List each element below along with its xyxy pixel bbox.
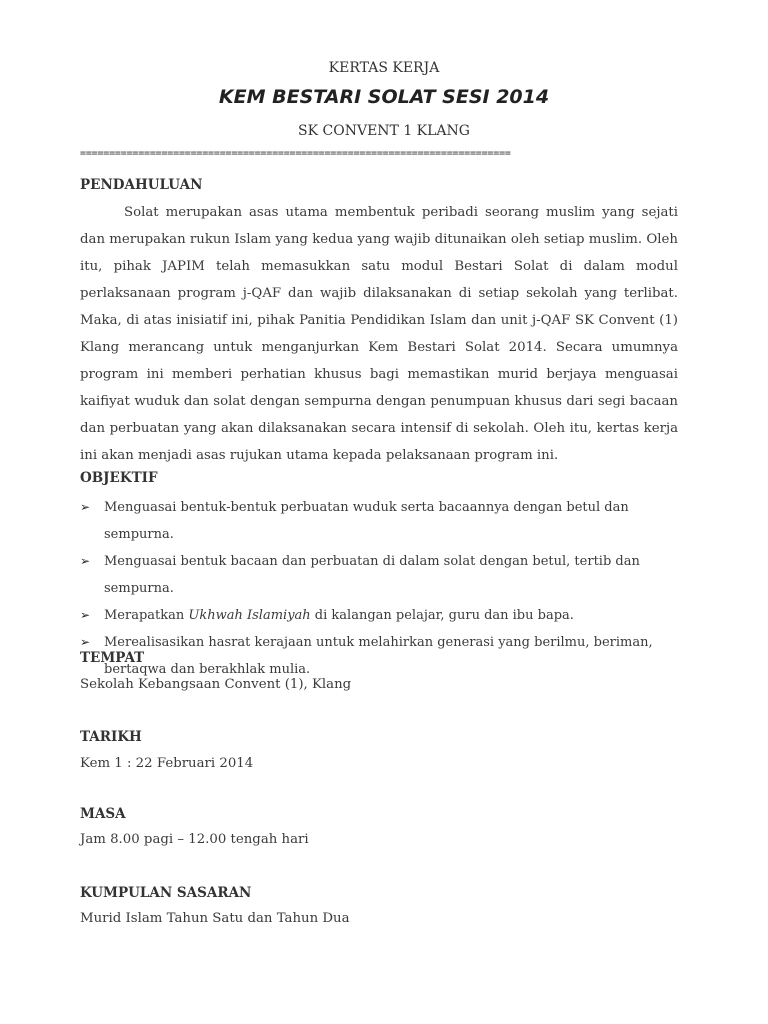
arrow-bullet-icon: ➢ (80, 500, 91, 514)
objektif-item-text: Menguasai bentuk bacaan dan perbuatan di dalam solat dengan betul, tertib dan sempurna. (104, 554, 640, 596)
separator-line: ========================================================================== (80, 148, 511, 159)
arrow-bullet-icon: ➢ (80, 608, 91, 622)
objektif-item-text-after: di kalangan pelajar, guru dan ibu bapa. (310, 608, 574, 623)
section-heading-tempat: TEMPAT (80, 650, 145, 666)
tempat-value: Sekolah Kebangsaan Convent (1), Klang (80, 677, 352, 692)
objektif-item-text-before: Merapatkan (104, 608, 189, 623)
document-title: KEM BESTARI SOLAT SESI 2014 (218, 86, 550, 108)
objektif-item-text: Menguasai bentuk-bentuk perbuatan wuduk serta bacaannya dengan betul dan sempurna. (104, 500, 629, 542)
arrow-bullet-icon: ➢ (80, 554, 91, 568)
objektif-item-italic: Ukhwah Islamiyah (188, 608, 311, 623)
kumpulan-sasaran-value: Murid Islam Tahun Satu dan Tahun Dua (80, 911, 350, 926)
school-name: SK CONVENT 1 KLANG (298, 123, 470, 139)
arrow-bullet-icon: ➢ (80, 635, 91, 649)
document-type: KERTAS KERJA (328, 60, 440, 76)
section-heading-masa: MASA (80, 806, 126, 822)
list-item (80, 602, 678, 629)
section-heading-kumpulan-sasaran: KUMPULAN SASARAN (80, 885, 252, 901)
pendahuluan-paragraph (80, 199, 678, 469)
objektif-item-text: Merealisasikan hasrat kerajaan untuk melahirkan generasi yang berilmu, beriman, bertaqwa dan berakhlak mulia. (104, 635, 653, 677)
list-item (80, 548, 678, 602)
pendahuluan-text: Solat merupakan asas utama membentuk peribadi seorang muslim yang sejati dan merupakan rukun Islam yang kedua yang wajib ditunaikan oleh setiap muslim. Oleh itu, pihak JAPIM telah memasukkan satu modul Bestari Solat di dalam modul perlaksanaan program j-QAF dan wajib dilaksanakan di setiap sekolah yang terlibat. Maka, di atas inisiatif ini, pihak Panitia Pendidikan Islam dan unit j-QAF SK Convent (1) Klang merancang untuk menganjurkan Kem Bestari Solat 2014. Secara umumnya program ini memberi perhatian khusus bagi memastikan murid berjaya menguasai kaifiyat wuduk dan solat dengan sempurna dengan penumpuan khusus dari segi bacaan dan perbuatan yang akan dilaksanakan secara intensif di sekolah. Oleh itu, kertas kerja ini akan menjadi asas rujukan utama kepada pelaksanaan program ini. (80, 205, 678, 463)
section-heading-objektif: OBJEKTIF (80, 470, 158, 486)
section-heading-tarikh: TARIKH (80, 729, 142, 745)
objektif-list (80, 494, 678, 683)
masa-value: Jam 8.00 pagi – 12.00 tengah hari (80, 832, 309, 847)
tarikh-value: Kem 1 : 22 Februari 2014 (80, 756, 254, 771)
section-heading-pendahuluan: PENDAHULUAN (80, 177, 203, 193)
list-item (80, 494, 678, 548)
